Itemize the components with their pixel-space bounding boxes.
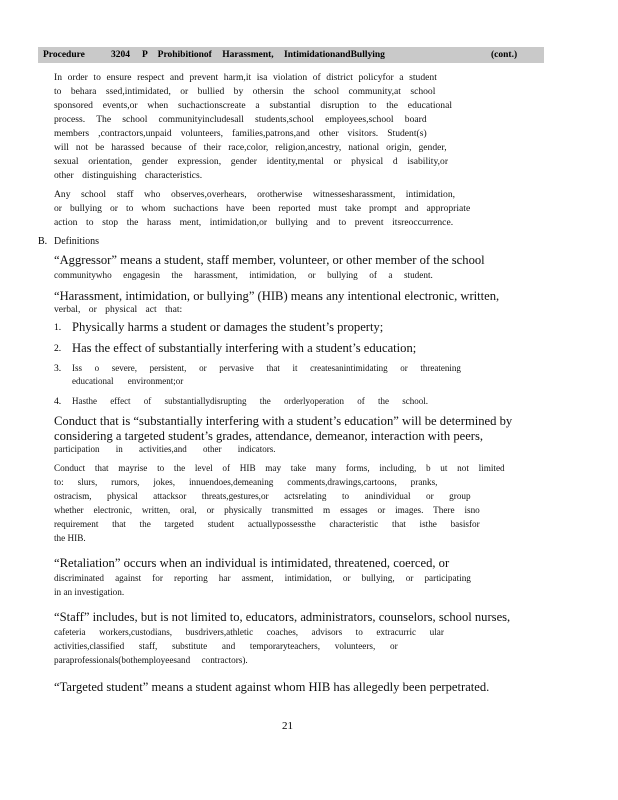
list-item: Iss o severe, persistent, or pervasive that it createsanintimidating or threatening <box>72 363 461 373</box>
staff-definition-line: cafeteria workers,custodians, busdrivers,athletic coaches, advisors to extracurric ular <box>54 627 444 637</box>
staff-definition-line: paraprofessionals(bothemployeesand contractors). <box>54 655 248 665</box>
text-line: the HIB. <box>54 533 86 543</box>
retaliation-definition-lead: “Retaliation” occurs when an individual is intimidated, threatened, coerced, or <box>54 556 450 570</box>
text-line: Conduct that mayrise to the level of HIB may take many forms, including, b ut not limited <box>54 463 505 473</box>
hib-definition-lead: “Harassment, intimidation, or bullying” (HIB) means any intentional electronic, written, <box>54 289 500 303</box>
conduct-definition-lead: Conduct that is “substantially interfering with a student’s education” will be determined by <box>54 414 513 428</box>
text-line: sponsored events,or when suchactionscreate a substantial disruption to the educational <box>54 100 453 111</box>
text-line: Any school staff who observes,overhears, orotherwise witnessesharassment, intimidation, <box>54 189 456 200</box>
text-line: to behara ssed,intimidated, or bullied by othersin the school community,at school <box>54 86 436 97</box>
staff-definition-lead: “Staff” includes, but is not limited to, educators, administrators, counselors, school nurses, <box>54 610 511 624</box>
text-line: sexual orientation, gender expression, gender identity,mental or physical d isability,or <box>54 156 449 167</box>
text-line: to: slurs, rumors, jokes, innuendoes,demeaning comments,drawings,cartoons, pranks, <box>54 477 438 487</box>
aggressor-definition-line: communitywho engagesin the harassment, intimidation, or bullying of a student. <box>54 270 433 280</box>
list-item: Has the effect of substantially interfering with a student’s education; <box>72 341 417 355</box>
procedure-label: Procedure <box>43 50 85 60</box>
text-line: or bullying or to whom suchactions have been reported must take prompt and appropriate <box>54 203 471 214</box>
list-number: 1. <box>54 322 62 333</box>
text-line: process. The school communityincludesall students,school employees,school board <box>54 114 427 125</box>
text-line: In order to ensure respect and prevent harm,it isa violation of district policyfor a student <box>54 72 437 83</box>
list-number: 2. <box>54 343 62 354</box>
procedure-number: 3204 <box>111 50 130 60</box>
section-header-bar <box>38 47 544 63</box>
staff-definition-line: activities,classified staff, substitute and temporaryteachers, volunteers, or <box>54 641 398 651</box>
continued-label: (cont.) <box>491 50 518 60</box>
targeted-student-definition: “Targeted student” means a student against whom HIB has allegedly been perpetrated. <box>54 680 490 694</box>
text-line: members ,contractors,unpaid volunteers, families,patrons,and other visitors. Student(s) <box>54 128 427 139</box>
list-item: Physically harms a student or damages the student’s property; <box>72 320 384 334</box>
list-item-continuation: educational environment;or <box>72 376 184 386</box>
section-label: B. <box>38 236 48 247</box>
section-heading: Definitions <box>54 236 99 247</box>
list-number: 4. <box>54 396 62 407</box>
page-number: 21 <box>282 720 293 732</box>
aggressor-definition-lead: “Aggressor” means a student, staff member, volunteer, or other member of the school <box>54 253 485 267</box>
text-line: action to stop the harass ment, intimidation,or bullying and to prevent itsreoccurrence. <box>54 217 454 228</box>
retaliation-definition-line: discriminated against for reporting har assment, intimidation, or bullying, or participating <box>54 573 471 583</box>
list-item: Hasthe effect of substantiallydisrupting the orderlyoperation of the school. <box>72 396 429 406</box>
hib-definition-line: verbal, or physical act that: <box>54 304 183 315</box>
text-line: whether electronic, written, oral, or physically transmitted m essages or images. There isno <box>54 505 480 515</box>
conduct-definition-line: participation in activities,and other indicators. <box>54 444 276 454</box>
text-line: requirement that the targeted student actuallypossessthe characteristic that isthe basisfor <box>54 519 480 529</box>
procedure-title: P Prohibitionof Harassment, IntimidationandBullying <box>142 50 385 60</box>
text-line: other distinguishing characteristics. <box>54 170 203 181</box>
list-number: 3. <box>54 363 62 374</box>
text-line: will not be harassed because of their race,color, religion,ancestry, national origin, gender, <box>54 142 447 153</box>
text-line: ostracism, physical attacksor threats,gestures,or actsrelating to anindividual or group <box>54 491 471 501</box>
conduct-definition-line: considering a targeted student’s grades, attendance, demeanor, interaction with peers, <box>54 429 484 443</box>
retaliation-definition-line: in an investigation. <box>54 587 125 597</box>
